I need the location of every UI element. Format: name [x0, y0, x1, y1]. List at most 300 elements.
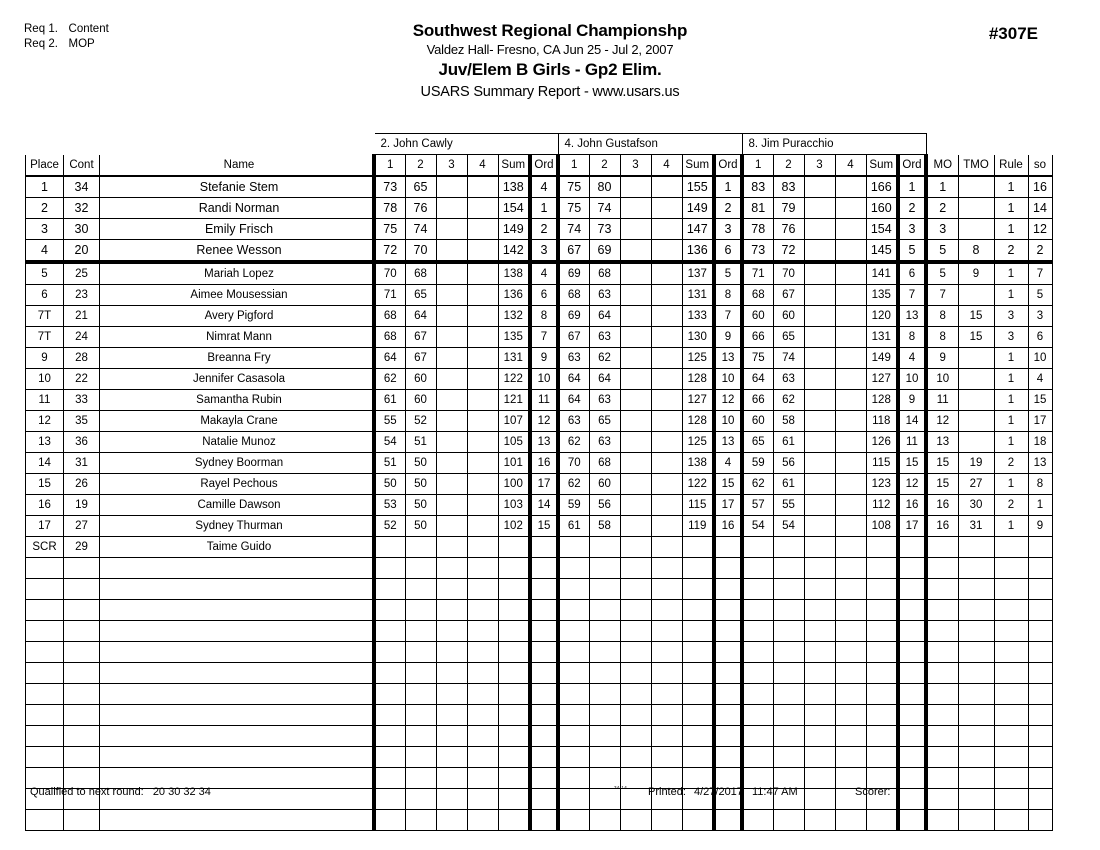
judge-header-3: 8. Jim Puracchio: [742, 134, 926, 155]
score-table: [25, 133, 1053, 831]
cell-judge1-score1: [374, 705, 405, 726]
cell-judge3-score3: [804, 558, 835, 579]
cell-judge1-score2: 65: [405, 285, 436, 306]
cell-cont: [64, 642, 100, 663]
cell-judge3-score1: [742, 537, 773, 558]
cell-judge1-score4: [467, 810, 498, 831]
table-row[interactable]: [26, 453, 1053, 474]
cell-judge3-score1: [742, 684, 773, 705]
cell-judge3-ord: 14: [898, 411, 926, 432]
cell-so: [1028, 726, 1052, 747]
cell-judge1-sum: 121: [498, 390, 530, 411]
cell-judge2-score2: 64: [589, 306, 620, 327]
cell-judge2-score1: 69: [558, 262, 589, 285]
cell-judge2-score3: [620, 285, 651, 306]
cell-judge1-score3: [436, 558, 467, 579]
cell-judge1-score3: [436, 198, 467, 219]
cell-judge2-score4: [651, 474, 682, 495]
cell-judge3-ord: 10: [898, 369, 926, 390]
cell-tmo: [958, 747, 994, 768]
cell-judge2-sum: [682, 537, 714, 558]
cell-tmo: [958, 810, 994, 831]
cell-place: 5: [26, 262, 64, 285]
cell-judge2-score1: 69: [558, 306, 589, 327]
cell-judge3-sum: [866, 642, 898, 663]
cell-place: 11: [26, 390, 64, 411]
cell-judge1-ord: [530, 579, 558, 600]
cell-judge3-sum: [866, 537, 898, 558]
cell-place: [26, 747, 64, 768]
cell-rule: 1: [994, 198, 1028, 219]
cell-judge1-ord: 13: [530, 432, 558, 453]
col-header-judge1-score3: 3: [436, 155, 467, 177]
cell-judge2-sum: 137: [682, 262, 714, 285]
cell-mo: [926, 537, 958, 558]
cell-judge3-score3: [804, 747, 835, 768]
table-row-empty[interactable]: [26, 684, 1053, 705]
cell-judge2-score3: [620, 219, 651, 240]
table-row[interactable]: [26, 306, 1053, 327]
cell-judge3-score2: [773, 600, 804, 621]
cell-judge2-score4: [651, 810, 682, 831]
cell-name: Rayel Pechous: [100, 474, 375, 495]
cell-so: [1028, 705, 1052, 726]
cell-judge3-score1: [742, 558, 773, 579]
cell-place: 7T: [26, 327, 64, 348]
cell-judge1-score4: [467, 705, 498, 726]
cell-place: SCR: [26, 537, 64, 558]
cell-judge1-score4: [467, 176, 498, 198]
cell-judge3-score2: [773, 579, 804, 600]
cell-judge1-score1: [374, 663, 405, 684]
cell-judge1-score4: [467, 621, 498, 642]
cell-so: 1: [1028, 495, 1052, 516]
cell-judge1-score2: 67: [405, 327, 436, 348]
col-header-judge1-ord: Ord: [530, 155, 558, 177]
cell-judge1-score3: [436, 432, 467, 453]
cell-judge3-score2: [773, 684, 804, 705]
col-header-judge3-ord: Ord: [898, 155, 926, 177]
table-row[interactable]: [26, 285, 1053, 306]
cell-judge1-score4: [467, 411, 498, 432]
cell-judge2-score2: 68: [589, 262, 620, 285]
cell-rule: [994, 642, 1028, 663]
cell-place: [26, 726, 64, 747]
cell-mo: [926, 705, 958, 726]
cell-cont: 24: [64, 327, 100, 348]
cell-rule: 1: [994, 176, 1028, 198]
cell-judge3-score2: [773, 537, 804, 558]
cell-judge2-score3: [620, 537, 651, 558]
cell-judge1-score2: [405, 579, 436, 600]
cell-so: 8: [1028, 474, 1052, 495]
cell-so: 6: [1028, 327, 1052, 348]
cell-judge1-sum: 101: [498, 453, 530, 474]
division-title: Juv/Elem B Girls - Gp2 Elim.: [438, 60, 662, 79]
cell-cont: 26: [64, 474, 100, 495]
cell-judge2-score2: [589, 642, 620, 663]
cell-judge3-ord: [898, 558, 926, 579]
cell-judge3-score2: 72: [773, 240, 804, 263]
col-header-judge2-score2: 2: [589, 155, 620, 177]
tiny-version-code: 34-14: [614, 785, 628, 790]
cell-judge3-score1: 64: [742, 369, 773, 390]
cell-judge2-score2: [589, 810, 620, 831]
cell-judge2-score2: [589, 621, 620, 642]
cell-cont: 29: [64, 537, 100, 558]
cell-judge3-ord: [898, 579, 926, 600]
col-header-judge1-sum: Sum: [498, 155, 530, 177]
cell-judge3-sum: 160: [866, 198, 898, 219]
cell-judge3-score4: [835, 262, 866, 285]
cell-judge2-score2: 63: [589, 432, 620, 453]
cell-cont: [64, 705, 100, 726]
cell-tmo: [958, 219, 994, 240]
cell-so: 13: [1028, 453, 1052, 474]
cell-judge1-ord: 16: [530, 453, 558, 474]
cell-judge3-score2: [773, 663, 804, 684]
cell-judge2-sum: [682, 747, 714, 768]
cell-judge1-score4: [467, 726, 498, 747]
cell-judge3-score4: [835, 198, 866, 219]
cell-judge2-ord: [714, 705, 742, 726]
cell-judge1-score3: [436, 306, 467, 327]
cell-judge3-score3: [804, 684, 835, 705]
cell-judge3-score2: 63: [773, 369, 804, 390]
cell-judge1-score3: [436, 369, 467, 390]
cell-judge3-score4: [835, 327, 866, 348]
cell-judge2-ord: 12: [714, 390, 742, 411]
judge-header-1: 2. John Cawly: [374, 134, 558, 155]
cell-rule: [994, 663, 1028, 684]
cell-so: 18: [1028, 432, 1052, 453]
cell-judge3-ord: [898, 663, 926, 684]
cell-judge2-score2: 56: [589, 495, 620, 516]
cell-name: [100, 600, 375, 621]
cell-rule: 2: [994, 495, 1028, 516]
cell-name: Aimee Mousessian: [100, 285, 375, 306]
cell-judge2-score3: [620, 747, 651, 768]
cell-judge3-sum: 118: [866, 411, 898, 432]
table-row[interactable]: [26, 176, 1053, 198]
cell-judge1-score4: [467, 348, 498, 369]
cell-judge1-ord: 10: [530, 369, 558, 390]
cell-judge2-score1: [558, 558, 589, 579]
cell-judge3-score2: 74: [773, 348, 804, 369]
cell-judge1-ord: 14: [530, 495, 558, 516]
cell-name: Taime Guido: [100, 537, 375, 558]
cell-judge3-ord: 9: [898, 390, 926, 411]
cell-judge3-score2: [773, 621, 804, 642]
judge-band-spacer: [26, 134, 375, 155]
cell-judge1-score4: [467, 558, 498, 579]
cell-place: [26, 705, 64, 726]
cell-judge3-score4: [835, 600, 866, 621]
column-header-row: [26, 155, 1053, 177]
cell-cont: 32: [64, 198, 100, 219]
cell-judge1-score4: [467, 240, 498, 263]
table-row[interactable]: [26, 411, 1053, 432]
cell-judge2-score1: 59: [558, 495, 589, 516]
cell-judge3-score4: [835, 579, 866, 600]
cell-judge3-score2: [773, 705, 804, 726]
cell-judge3-score4: [835, 495, 866, 516]
cell-judge2-sum: 130: [682, 327, 714, 348]
cell-mo: 1: [926, 176, 958, 198]
cell-so: [1028, 558, 1052, 579]
cell-judge3-score3: [804, 176, 835, 198]
cell-judge1-sum: [498, 537, 530, 558]
cell-judge3-sum: 115: [866, 453, 898, 474]
cell-judge1-score1: 61: [374, 390, 405, 411]
cell-judge3-sum: [866, 621, 898, 642]
table-row[interactable]: [26, 516, 1053, 537]
cell-judge3-sum: 127: [866, 369, 898, 390]
cell-judge3-score1: 66: [742, 327, 773, 348]
printed-date: 4/27/2017: [693, 786, 743, 798]
cell-judge1-score1: 51: [374, 453, 405, 474]
cell-mo: [926, 747, 958, 768]
cell-judge3-score2: [773, 642, 804, 663]
cell-judge2-score4: [651, 176, 682, 198]
cell-judge2-score1: [558, 705, 589, 726]
cell-rule: 2: [994, 453, 1028, 474]
report-footer: [0, 782, 1100, 806]
cell-judge2-score4: [651, 579, 682, 600]
cell-name: [100, 810, 375, 831]
cell-judge2-score1: [558, 663, 589, 684]
cell-judge3-ord: [898, 621, 926, 642]
cell-name: Samantha Rubin: [100, 390, 375, 411]
table-row[interactable]: [26, 240, 1053, 263]
cell-judge3-score2: 61: [773, 474, 804, 495]
col-header-rule: Rule: [994, 155, 1028, 177]
cell-mo: 13: [926, 432, 958, 453]
cell-judge2-sum: 119: [682, 516, 714, 537]
cell-name: [100, 642, 375, 663]
printed-note: [648, 786, 798, 798]
cell-judge2-score3: [620, 411, 651, 432]
cell-judge2-score1: 64: [558, 369, 589, 390]
table-row-empty[interactable]: [26, 810, 1053, 831]
cell-judge1-score1: 75: [374, 219, 405, 240]
table-row[interactable]: [26, 390, 1053, 411]
cell-judge2-score4: [651, 219, 682, 240]
cell-judge2-sum: [682, 663, 714, 684]
table-row-empty[interactable]: [26, 663, 1053, 684]
table-row-empty[interactable]: [26, 579, 1053, 600]
cell-judge2-score4: [651, 516, 682, 537]
cell-judge2-ord: [714, 579, 742, 600]
cell-judge2-ord: [714, 537, 742, 558]
cell-judge1-score2: 52: [405, 411, 436, 432]
cell-mo: [926, 810, 958, 831]
table-row[interactable]: [26, 327, 1053, 348]
cell-judge1-ord: [530, 537, 558, 558]
cell-cont: [64, 579, 100, 600]
cell-judge1-score2: 50: [405, 516, 436, 537]
cell-name: [100, 747, 375, 768]
cell-judge2-ord: 7: [714, 306, 742, 327]
cell-mo: 15: [926, 474, 958, 495]
cell-judge1-sum: 100: [498, 474, 530, 495]
table-row-empty[interactable]: [26, 600, 1053, 621]
cell-judge3-score1: 54: [742, 516, 773, 537]
cell-mo: 15: [926, 453, 958, 474]
cell-so: 9: [1028, 516, 1052, 537]
cell-judge3-score4: [835, 411, 866, 432]
cell-name: [100, 705, 375, 726]
cell-judge3-score4: [835, 369, 866, 390]
cell-judge1-score2: 60: [405, 369, 436, 390]
cell-so: 14: [1028, 198, 1052, 219]
cell-judge3-score1: [742, 600, 773, 621]
event-title: Southwest Regional Championshp: [412, 21, 688, 40]
cell-judge2-sum: [682, 705, 714, 726]
cell-judge3-score2: 83: [773, 176, 804, 198]
cell-judge3-ord: [898, 600, 926, 621]
cell-judge3-score4: [835, 176, 866, 198]
col-header-judge1-score4: 4: [467, 155, 498, 177]
cell-name: Avery Pigford: [100, 306, 375, 327]
cell-tmo: 19: [958, 453, 994, 474]
cell-mo: 16: [926, 495, 958, 516]
table-row-empty[interactable]: [26, 558, 1053, 579]
cell-judge2-score4: [651, 558, 682, 579]
cell-judge3-ord: [898, 537, 926, 558]
table-row[interactable]: [26, 198, 1053, 219]
cell-judge3-ord: 2: [898, 198, 926, 219]
cell-judge3-score3: [804, 726, 835, 747]
cell-judge1-ord: 9: [530, 348, 558, 369]
cell-place: 12: [26, 411, 64, 432]
cell-judge3-score4: [835, 285, 866, 306]
cell-judge2-ord: 13: [714, 348, 742, 369]
cell-rule: 2: [994, 240, 1028, 263]
col-header-judge3-score4: 4: [835, 155, 866, 177]
cell-judge1-score1: 73: [374, 176, 405, 198]
cell-rule: [994, 621, 1028, 642]
requirement-value-2: MOP: [68, 38, 95, 50]
cell-judge2-score3: [620, 390, 651, 411]
cell-name: [100, 663, 375, 684]
cell-cont: 33: [64, 390, 100, 411]
cell-judge1-score1: [374, 600, 405, 621]
cell-judge2-score2: 69: [589, 240, 620, 263]
cell-judge3-score1: [742, 642, 773, 663]
cell-judge3-ord: 6: [898, 262, 926, 285]
cell-judge3-sum: 131: [866, 327, 898, 348]
cell-judge1-score4: [467, 262, 498, 285]
cell-rule: [994, 600, 1028, 621]
cell-judge3-score3: [804, 453, 835, 474]
cell-judge3-ord: 12: [898, 474, 926, 495]
cell-judge2-score1: 64: [558, 390, 589, 411]
cell-judge2-score2: [589, 600, 620, 621]
cell-name: [100, 579, 375, 600]
table-row-empty[interactable]: [26, 621, 1053, 642]
cell-judge1-ord: 11: [530, 390, 558, 411]
col-header-judge3-sum: Sum: [866, 155, 898, 177]
cell-judge3-score2: 56: [773, 453, 804, 474]
cell-judge3-score2: [773, 558, 804, 579]
cell-judge2-score4: [651, 726, 682, 747]
report-subtitle: USARS Summary Report - www.usars.us: [420, 84, 680, 100]
table-row-empty[interactable]: [26, 726, 1053, 747]
cell-judge1-score4: [467, 474, 498, 495]
cell-judge3-sum: [866, 684, 898, 705]
cell-judge2-score2: 63: [589, 327, 620, 348]
table-row-empty[interactable]: [26, 747, 1053, 768]
cell-judge1-score2: 64: [405, 306, 436, 327]
cell-mo: [926, 642, 958, 663]
table-row-empty[interactable]: [26, 705, 1053, 726]
cell-judge3-score1: [742, 747, 773, 768]
table-row[interactable]: [26, 262, 1053, 285]
cell-judge1-score3: [436, 537, 467, 558]
cell-judge2-score1: 74: [558, 219, 589, 240]
table-row[interactable]: [26, 495, 1053, 516]
cell-judge2-score3: [620, 705, 651, 726]
cell-tmo: [958, 600, 994, 621]
table-row[interactable]: [26, 369, 1053, 390]
cell-judge1-ord: [530, 663, 558, 684]
cell-judge1-score3: [436, 516, 467, 537]
judge-header-2: 4. John Gustafson: [558, 134, 742, 155]
cell-so: [1028, 663, 1052, 684]
cell-judge1-ord: 1: [530, 198, 558, 219]
cell-judge2-score2: 63: [589, 390, 620, 411]
table-row[interactable]: [26, 219, 1053, 240]
cell-judge2-score2: [589, 558, 620, 579]
col-header-judge1-score2: 2: [405, 155, 436, 177]
cell-judge2-sum: 138: [682, 453, 714, 474]
cell-rule: 3: [994, 327, 1028, 348]
table-row[interactable]: [26, 537, 1053, 558]
table-row[interactable]: [26, 474, 1053, 495]
cell-judge2-score4: [651, 600, 682, 621]
cell-name: Makayla Crane: [100, 411, 375, 432]
cell-judge2-score1: 68: [558, 285, 589, 306]
judge-band-row: [26, 134, 1053, 155]
cell-cont: 30: [64, 219, 100, 240]
table-row-empty[interactable]: [26, 642, 1053, 663]
cell-judge3-score1: [742, 810, 773, 831]
cell-judge2-score1: [558, 747, 589, 768]
cell-rule: 1: [994, 262, 1028, 285]
cell-judge1-score3: [436, 705, 467, 726]
table-row[interactable]: [26, 432, 1053, 453]
cell-judge1-score3: [436, 600, 467, 621]
cell-judge2-score4: [651, 537, 682, 558]
cell-judge1-ord: 4: [530, 262, 558, 285]
cell-place: 16: [26, 495, 64, 516]
cell-judge2-score2: [589, 684, 620, 705]
cell-judge1-score4: [467, 198, 498, 219]
cell-judge1-sum: 136: [498, 285, 530, 306]
cell-judge1-score3: [436, 474, 467, 495]
cell-judge1-ord: 4: [530, 176, 558, 198]
table-row[interactable]: [26, 348, 1053, 369]
cell-judge3-score3: [804, 411, 835, 432]
cell-judge2-sum: 115: [682, 495, 714, 516]
cell-judge1-score2: 60: [405, 390, 436, 411]
cell-rule: 1: [994, 516, 1028, 537]
cell-judge1-score1: 70: [374, 262, 405, 285]
cell-judge1-ord: 3: [530, 240, 558, 263]
cell-cont: [64, 663, 100, 684]
cell-judge1-score4: [467, 327, 498, 348]
